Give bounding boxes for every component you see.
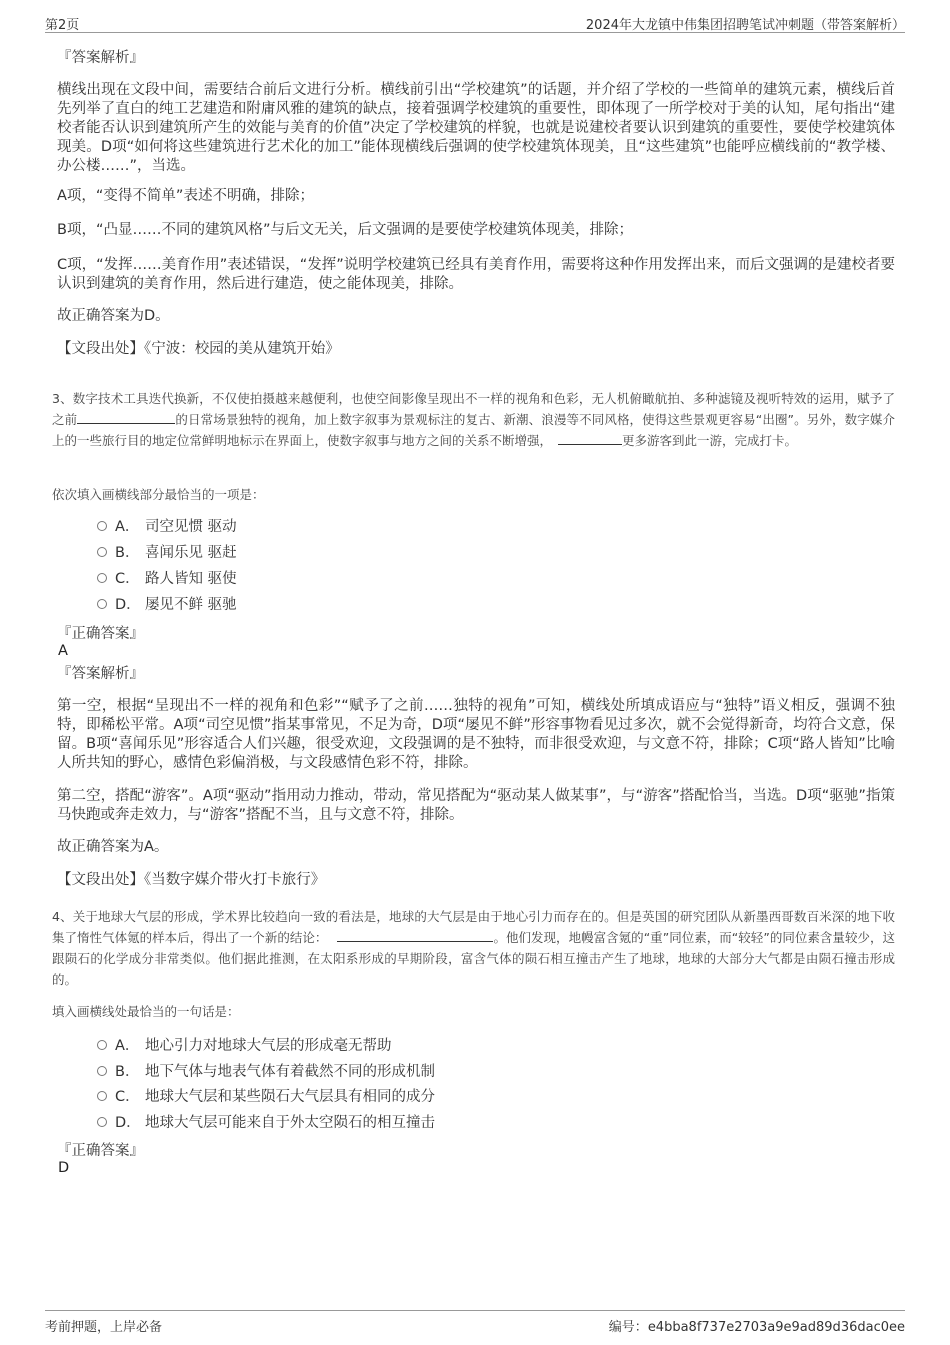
option-letter: D． bbox=[115, 1115, 141, 1131]
q3-option-d[interactable] bbox=[97, 595, 237, 615]
q3-question-text bbox=[52, 388, 895, 451]
q2-conclusion: 故正确答案为D。 bbox=[57, 308, 170, 324]
radio-icon[interactable] bbox=[97, 573, 107, 583]
radio-icon[interactable] bbox=[97, 1117, 107, 1127]
q3-text-part1: 3、数字技术工具迭代换新，不仅使拍摄越来越便利，也使空间影像呈现出不一样的视角和色彩，无人机俯瞰航拍、多种滤镜及视听特效的运用，赋予了之前 bbox=[52, 391, 895, 427]
radio-icon[interactable] bbox=[97, 1066, 107, 1076]
option-letter: D． bbox=[115, 597, 141, 613]
q3-text-part2: 的日常场景独特的视角，加上数字叙事为景观标注的复古、新潮、浪漫等不同风格，使得这些景观更容易“出圈”。另外，数字媒介上的一些旅行目的地定位常鲜明地标示在界面上，使数字叙事与地方之间的关系不断增强， bbox=[52, 412, 895, 448]
option-text: 屡见不鲜 驱驰 bbox=[145, 597, 237, 613]
q2-analysis-option-a: A项，“变得不简单”表述不明确，排除； bbox=[57, 188, 314, 204]
option-letter: C． bbox=[115, 1089, 140, 1105]
q3-source: 【文段出处】《当数字媒介带火打卡旅行》 bbox=[57, 872, 326, 888]
option-text: 司空见惯 驱动 bbox=[145, 519, 237, 535]
q2-analysis-paragraph: 横线出现在文段中间，需要结合前后文进行分析。横线前引出“学校建筑”的话题，并介绍了学校的一些简单的建筑元素，横线后首先列举了直白的纯工艺建造和附庸风雅的建筑的缺点，接着强调学校建筑的重要性，即体现了一所学校对于美的认知，尾句指出“建校者能否认识到建筑所产生的效能与美育的价值”决定了学校建筑的样貌，也就是说建校者要认识到建筑的重要性，要使学校建筑体现美。D项“如何将这些建筑进行艺术化的加工”能体现横线后强调的使学校建筑体现美，且“这些建筑”也能呼应横线前的“教学楼、办公楼……”，当选。 bbox=[57, 82, 895, 174]
q3-prompt: 依次填入画横线部分最恰当的一项是： bbox=[52, 487, 265, 502]
code-label: 编号： bbox=[608, 1320, 648, 1335]
option-text: 地心引力对地球大气层的形成毫无帮助 bbox=[145, 1038, 392, 1054]
q3-text-part3: 更多游客到此一游，完成打卡。 bbox=[622, 433, 798, 448]
q2-analysis-option-b: B项，“凸显……不同的建筑风格”与后文无关，后文强调的是要使学校建筑体现美，排除； bbox=[57, 222, 633, 238]
q4-question-text bbox=[52, 906, 895, 990]
option-letter: A． bbox=[115, 519, 140, 535]
page-number: 第2页 bbox=[45, 18, 80, 33]
option-text: 地球大气层可能来自于外太空陨石的相互撞击 bbox=[145, 1115, 435, 1131]
document-code bbox=[609, 1316, 905, 1335]
option-text: 喜闻乐见 驱赶 bbox=[145, 545, 237, 561]
q4-option-c[interactable] bbox=[97, 1087, 435, 1107]
option-text: 地下气体与地表气体有着截然不同的形成机制 bbox=[145, 1064, 435, 1080]
radio-icon[interactable] bbox=[97, 1091, 107, 1101]
document-title: 2024年大龙镇中伟集团招聘笔试冲刺题（带答案解析） bbox=[585, 18, 905, 33]
correct-answer-label: 『正确答案』 bbox=[57, 626, 144, 642]
q4-option-a[interactable] bbox=[97, 1036, 392, 1056]
option-letter: B． bbox=[115, 1064, 140, 1080]
page-footer bbox=[45, 1310, 905, 1337]
q3-conclusion: 故正确答案为A。 bbox=[57, 839, 169, 855]
option-text: 地球大气层和某些陨石大气层具有相同的成分 bbox=[145, 1089, 435, 1105]
q4-text-part1: 4、关于地球大气层的形成，学术界比较趋向一致的看法是，地球的大气层是由于地心引力而存在的。但是英国的研究团队从新墨西哥数百米深的地下收集了惰性气体氪的样本后，得出了一个新的结论： bbox=[52, 909, 895, 945]
q3-blank-1 bbox=[77, 411, 175, 424]
option-letter: C． bbox=[115, 571, 140, 587]
q4-option-b[interactable] bbox=[97, 1062, 435, 1082]
q3-option-b[interactable] bbox=[97, 543, 237, 563]
option-letter: B． bbox=[115, 545, 140, 561]
q3-analysis-paragraph-1: 第一空，根据“呈现出不一样的视角和色彩”“赋予了之前……独特的视角”可知，横线处所填成语应与“独特”语义相反，强调不独特，即稀松平常。A项“司空见惯”指某事常见，不足为奇，D项“屡见不鲜”形容事物看见过多次，就不会觉得新奇，均符合文意，保留。B项“喜闻乐见”形容适合人们兴趣，很受欢迎，文段强调的是不独特，而非很受欢迎，与文意不符，排除；C项“路人皆知”比喻人所共知的野心，感情色彩偏消极，与文段感情色彩不符，排除。 bbox=[57, 698, 895, 771]
analysis-label: 『答案解析』 bbox=[57, 666, 144, 682]
q3-answer: A bbox=[58, 643, 68, 659]
q3-option-a[interactable] bbox=[97, 517, 237, 537]
q4-prompt: 填入画横线处最恰当的一句话是： bbox=[52, 1004, 240, 1019]
q3-option-c[interactable] bbox=[97, 569, 237, 589]
q4-text-part2: 。他们发现，地幔富含氪的“重”同位素，而“较轻”的同位素含量较少，这跟陨石的化学成分非常类似。他们据此推测，在太阳系形成的早期阶段，富含气体的陨石相互撞击产生了地球，地球的大部分大气都是由陨石撞击形成的。 bbox=[52, 930, 895, 987]
analysis-label: 『答案解析』 bbox=[57, 50, 144, 66]
radio-icon[interactable] bbox=[97, 1040, 107, 1050]
q2-analysis-option-c: C项，“发挥……美育作用”表述错误，“发挥”说明学校建筑已经具有美育作用，需要将这种作用发挥出来，而后文强调的是建校者要认识到建筑的美育作用，然后进行建造，使之能体现美，排除。 bbox=[57, 257, 895, 292]
q4-blank bbox=[337, 929, 493, 942]
footer-slogan: 考前押题，上岸必备 bbox=[45, 1320, 163, 1335]
radio-icon[interactable] bbox=[97, 521, 107, 531]
radio-icon[interactable] bbox=[97, 599, 107, 609]
page-header bbox=[45, 12, 905, 33]
option-letter: A． bbox=[115, 1038, 140, 1054]
q4-answer: D bbox=[58, 1160, 70, 1176]
code-value: e4bba8f737e2703a9e9ad89d36dac0ee bbox=[647, 1320, 905, 1335]
q3-analysis-paragraph-2: 第二空，搭配“游客”。A项“驱动”指用动力推动，带动，常见搭配为“驱动某人做某事”，与“游客”搭配恰当，当选。D项“驱驰”指策马快跑或奔走效力，与“游客”搭配不当，且与文意不符，排除。 bbox=[57, 788, 895, 823]
correct-answer-label: 『正确答案』 bbox=[57, 1143, 144, 1159]
q2-source: 【文段出处】《宁波：校园的美从建筑开始》 bbox=[57, 341, 340, 357]
option-text: 路人皆知 驱使 bbox=[145, 571, 237, 587]
radio-icon[interactable] bbox=[97, 547, 107, 557]
q3-blank-2 bbox=[558, 432, 622, 445]
q4-option-d[interactable] bbox=[97, 1113, 435, 1133]
